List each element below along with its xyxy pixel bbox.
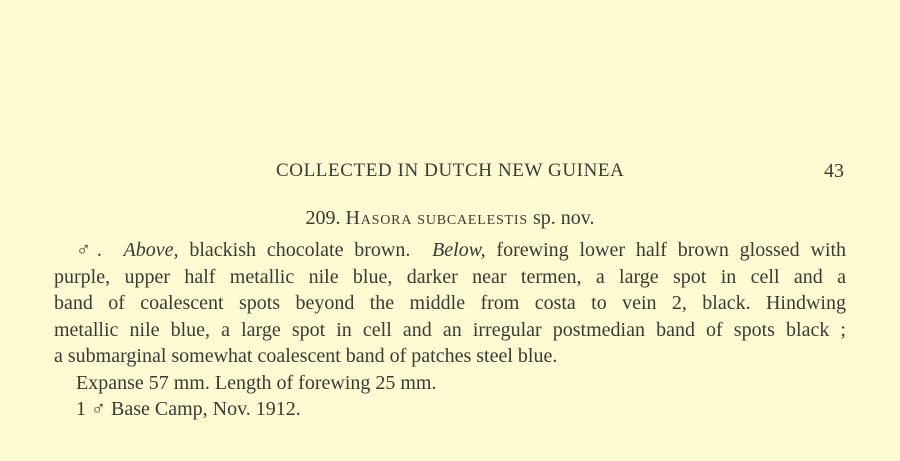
male-symbol: ♂ [76,239,97,261]
material-examined [54,396,846,423]
species-number: 209. [305,207,341,229]
species-status: sp. nov. [532,207,595,229]
species-epithet: subcaelestis [417,207,528,229]
running-head [0,160,900,186]
description-line-4: metallic nile blue, a large spot in cell and an irregular postmedian band of spots black ; [54,318,846,341]
male-symbol: ♂ [91,398,106,420]
running-title: COLLECTED IN DUTCH NEW GUINEA [276,160,625,181]
measurements: Expanse 57 mm. Length of forewing 25 mm. [76,371,437,394]
description-line-1-rest: forewing lower half brown glossed with [496,239,847,261]
specimen-count: 1 [76,398,86,420]
description-line-3: band of coalescent spots beyond the middle from costa to vein 2, black. Hindwing [54,292,846,314]
species-heading [0,207,900,230]
species-genus: Hasora [345,207,413,229]
below-label: Below, [432,239,486,261]
description-line-1: ♂. Above, blackish chocolate brown. Below, forewing lower half brown glossed with [76,239,847,261]
description-line-2: purple, upper half metallic nile blue, darker near termen, a large spot in cell and a [54,265,846,288]
above-label: Above, [123,239,179,261]
species-description [54,237,846,423]
description-line-5: a submarginal somewhat coalescent band of patches steel blue. [54,345,558,367]
page-number: 43 [824,160,844,182]
above-text: blackish chocolate brown. [189,239,411,261]
locality: Base Camp, Nov. 1912. [111,398,301,420]
